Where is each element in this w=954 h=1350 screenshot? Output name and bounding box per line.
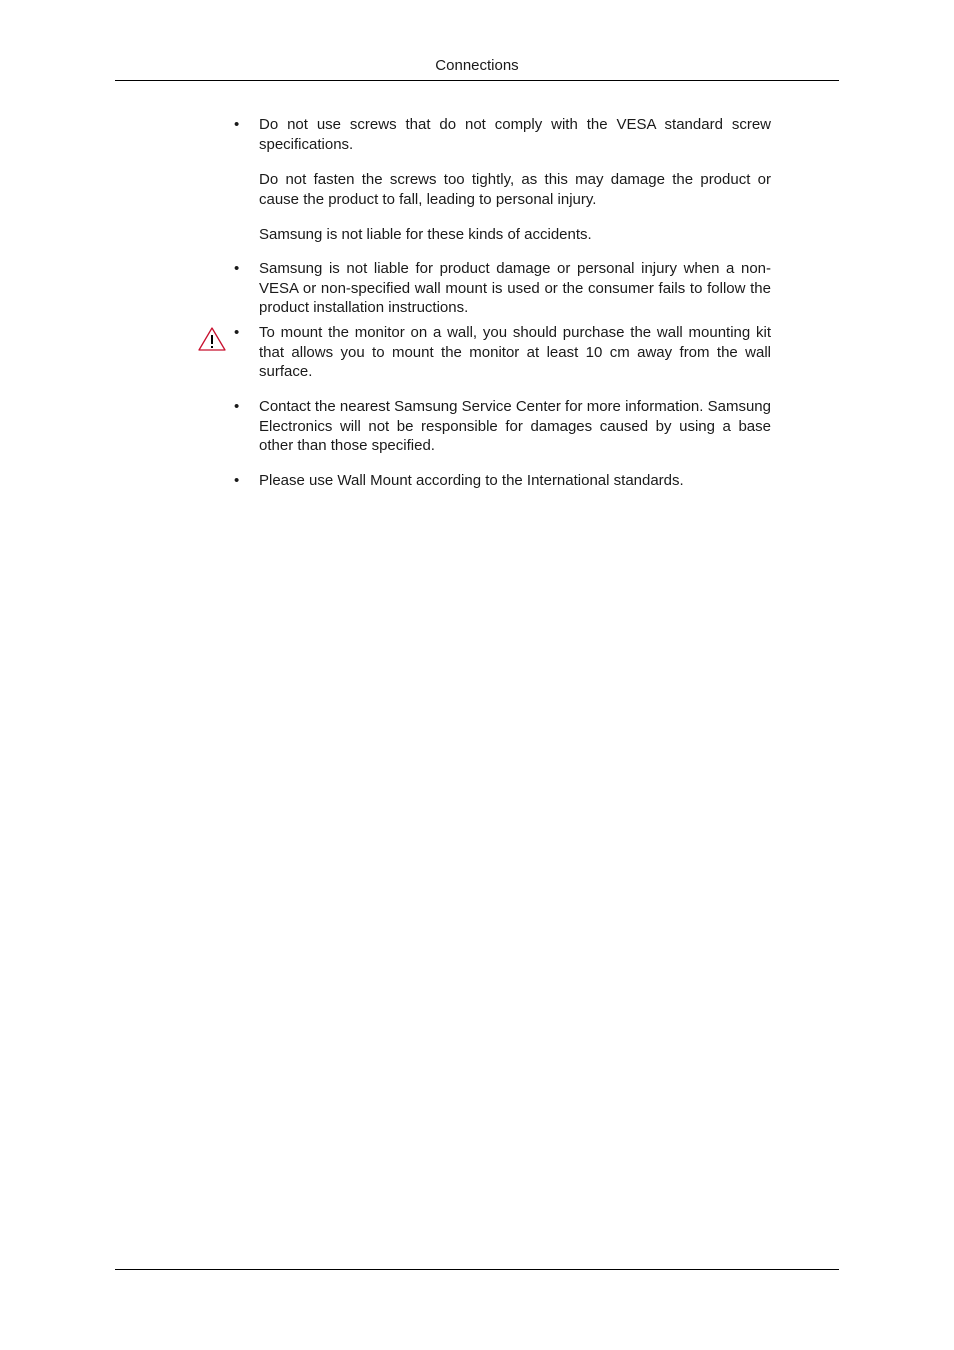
page-header-title: Connections xyxy=(435,57,519,74)
bullet: • xyxy=(234,116,240,133)
bullet: • xyxy=(234,324,240,341)
list-item-service-center xyxy=(234,397,771,456)
paragraph-liability-note: Samsung is not liable for these kinds of accidents. xyxy=(259,226,592,243)
paragraph-international-standards: Please use Wall Mount according to the International standards. xyxy=(259,472,684,489)
list-item-screws xyxy=(234,115,771,245)
paragraph-wall-mount-kit: To mount the monitor on a wall, you should purchase the wall mounting kit that allows you to mount the monitor at least 10 cm away from the wall surface. xyxy=(259,324,771,380)
list-item-international-standards xyxy=(234,471,771,491)
bullet: • xyxy=(234,260,240,277)
bullet: • xyxy=(234,398,240,415)
paragraph-screw-spec: Do not use screws that do not comply with the VESA standard screw specifications. xyxy=(259,116,771,153)
paragraph-non-vesa: Samsung is not liable for product damage or personal injury when a non-VESA or non-specified wall mount is used or the consumer fails to follow the product installation instructions. xyxy=(259,260,771,316)
paragraph-service-center: Contact the nearest Samsung Service Center for more information. Samsung Electronics will not be responsible for damages caused by using a base other than those specified. xyxy=(259,398,771,454)
list-item-wall-mount-kit xyxy=(234,323,771,382)
warning-triangle-icon xyxy=(197,326,227,352)
footer-divider xyxy=(115,1269,839,1270)
bullet: • xyxy=(234,472,240,489)
header-divider xyxy=(115,80,839,81)
list-item-non-vesa xyxy=(234,259,771,318)
paragraph-fasten-warning: Do not fasten the screws too tightly, as this may damage the product or cause the product to fall, leading to personal injury. xyxy=(259,171,771,208)
